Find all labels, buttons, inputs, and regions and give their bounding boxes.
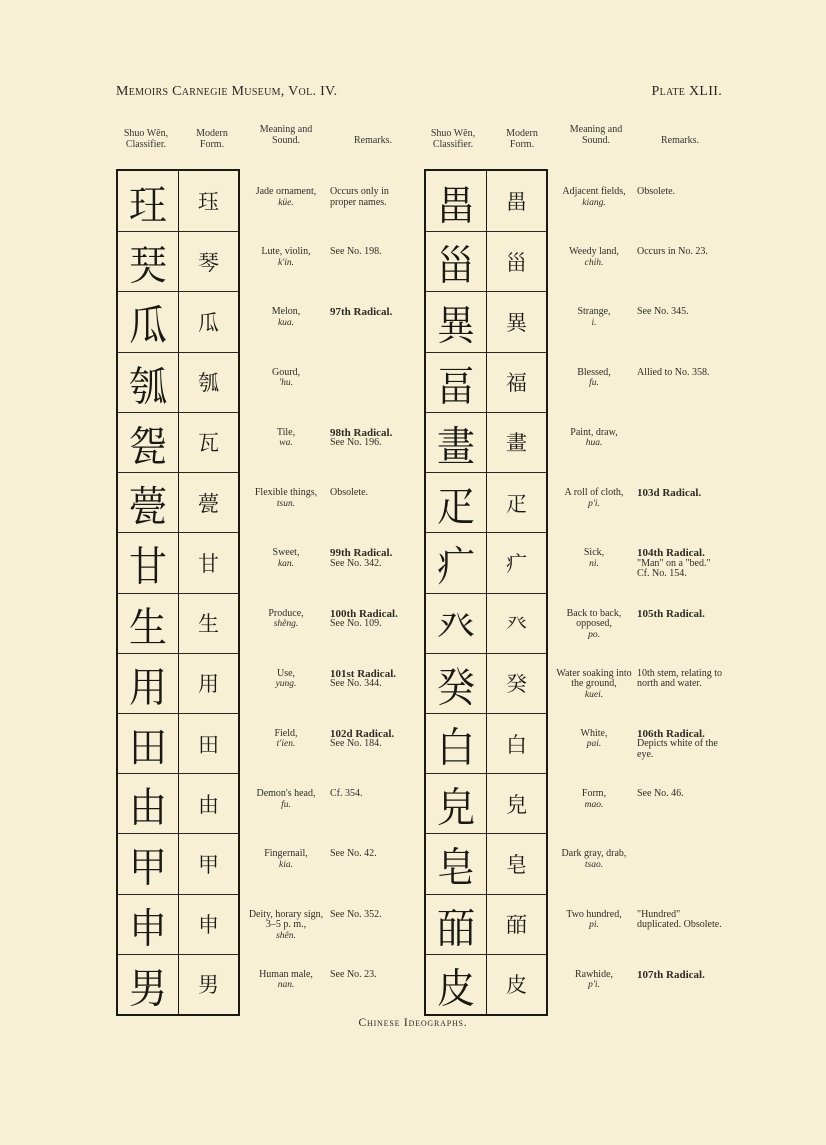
meaning-and-sound — [243, 729, 329, 750]
table-row — [118, 713, 238, 773]
sound-text: wa. — [279, 438, 293, 449]
remarks — [330, 729, 416, 750]
meaning-text: Adjacent fields, — [562, 186, 626, 197]
remark-text: "Man" on a "bed." Cf. No. 154. — [637, 557, 711, 580]
remark-text: 10th stem, relating to north and water. — [637, 667, 722, 690]
seal-character: 生 — [128, 603, 167, 651]
table-row — [118, 773, 238, 833]
radical-number: 106th Radical. — [637, 727, 705, 740]
radical-number: 102d Radical. — [330, 727, 395, 740]
remark-text: Depicts white of the eye. — [637, 738, 718, 760]
modern-character: 甍 — [198, 491, 219, 516]
meaning-and-sound — [552, 368, 636, 389]
modern-character: 生 — [198, 612, 219, 637]
seal-character: 瓠 — [128, 362, 167, 410]
table-row — [118, 472, 238, 532]
table-row — [118, 291, 238, 351]
sound-text: hua. — [585, 438, 603, 449]
remark-text: See No. 196. — [330, 437, 382, 449]
seal-character: 㼝 — [128, 422, 167, 470]
sound-text: pi. — [589, 920, 599, 931]
table-row — [426, 352, 546, 412]
meaning-and-sound — [552, 849, 636, 870]
sound-text: i. — [591, 317, 597, 328]
table-row — [426, 773, 546, 833]
radical-number: 97th Radical. — [330, 306, 393, 319]
meaning-and-sound — [243, 368, 329, 389]
meaning-text: Tile, — [276, 426, 296, 438]
modern-character: 皃 — [506, 792, 527, 817]
seal-character: 申 — [128, 904, 167, 952]
seal-character: 瓜 — [128, 302, 167, 350]
remark-text: See No. 42. — [330, 848, 377, 860]
remarks — [637, 548, 723, 580]
seal-character: 甘 — [128, 542, 167, 591]
meaning-text: Sweet, — [272, 547, 300, 559]
meaning-text: Two hundred, — [566, 908, 622, 920]
meaning-text: Human male, — [259, 968, 313, 980]
table-row — [118, 412, 238, 472]
remarks — [330, 428, 416, 449]
radical-number: 103d Radical. — [637, 487, 702, 500]
table-row — [426, 291, 546, 351]
sound-text: ni. — [589, 558, 599, 569]
meaning-text: Field, — [274, 727, 298, 739]
sound-text: shên. — [276, 930, 296, 941]
meaning-text: Gourd, — [271, 366, 301, 378]
table-row — [426, 472, 546, 532]
remarks — [330, 789, 416, 800]
seal-character: 異 — [436, 302, 475, 350]
remark-text: See No. 184. — [330, 738, 382, 750]
table-row — [426, 231, 546, 291]
meaning-and-sound — [243, 187, 329, 208]
meaning-text: Produce, — [268, 607, 304, 619]
modern-character: 疒 — [506, 551, 527, 576]
sound-text: po. — [588, 629, 600, 640]
meaning-and-sound — [243, 910, 329, 942]
meaning-text: A roll of cloth, — [564, 487, 624, 499]
sound-text: shêng. — [273, 619, 299, 629]
meaning-text: Flexible things, — [254, 487, 318, 499]
meaning-and-sound — [243, 307, 329, 328]
table-row — [426, 653, 546, 713]
table-row — [426, 593, 546, 653]
meaning-text: Back to back, opposed, — [566, 607, 622, 629]
remark-text: See No. 23. — [330, 968, 377, 980]
remarks — [330, 609, 416, 630]
meaning-and-sound — [243, 247, 329, 268]
meaning-text: Strange, — [577, 306, 611, 318]
col-header-classifier-left: Shuo Wên, Classifier. — [123, 128, 169, 150]
meaning-and-sound — [243, 970, 329, 991]
modern-character: 異 — [506, 311, 527, 336]
modern-character: 琴 — [198, 250, 219, 275]
remarks — [637, 729, 723, 761]
modern-character: 田 — [198, 732, 219, 757]
remark-text: Allied to No. 358. — [637, 366, 710, 378]
meaning-and-sound — [552, 729, 636, 750]
meaning-text: Weedy land, — [569, 246, 619, 258]
remark-text: Occurs only in proper names. — [330, 186, 389, 208]
remarks — [330, 488, 416, 499]
seal-character: 疒 — [436, 542, 475, 591]
meaning-and-sound — [243, 428, 329, 449]
modern-character: 男 — [198, 973, 219, 998]
remarks — [637, 970, 723, 981]
remark-text: Obsolete. — [330, 487, 369, 499]
table-row — [118, 894, 238, 954]
meaning-and-sound — [552, 187, 636, 208]
meaning-and-sound — [552, 910, 636, 931]
table-row — [426, 954, 546, 1014]
meaning-text: Demon's head, — [256, 788, 316, 800]
remark-text: "Hundred" duplicated. Obsolete. — [637, 908, 722, 931]
meaning-text: Fingernail, — [264, 848, 308, 860]
seal-character: 畕 — [436, 181, 475, 229]
remarks — [330, 247, 416, 258]
sound-text: pai. — [586, 739, 602, 750]
radical-number: 99th Radical. — [330, 547, 393, 560]
sound-text: tsun. — [276, 498, 296, 509]
meaning-text: Use, — [276, 667, 296, 679]
radical-number: 100th Radical. — [330, 607, 398, 620]
modern-character: 瓜 — [198, 311, 219, 336]
meaning-text: Melon, — [271, 306, 301, 318]
table-row — [118, 833, 238, 893]
sound-text: kiang. — [582, 197, 606, 208]
remarks — [637, 247, 723, 258]
meaning-text: Dark gray, drab, — [561, 848, 627, 860]
sound-text: kua. — [277, 317, 295, 328]
sound-text: kia. — [279, 859, 293, 870]
modern-character: 癶 — [506, 612, 527, 637]
col-header-remarks-right: Remarks. — [660, 135, 700, 146]
remarks — [330, 187, 416, 208]
remarks — [637, 910, 723, 931]
meaning-text: Form, — [581, 788, 607, 800]
modern-character: 皂 — [506, 852, 527, 877]
modern-character: 由 — [198, 792, 219, 817]
remark-text: See No. 342. — [330, 557, 382, 569]
modern-character: 皮 — [506, 973, 527, 998]
modern-character: 畕 — [506, 190, 527, 215]
sound-text: fu. — [589, 378, 599, 389]
seal-character: 田 — [128, 723, 167, 772]
modern-character: 皕 — [506, 913, 527, 938]
meaning-text: Sick, — [583, 547, 605, 559]
seal-character: 皃 — [436, 783, 475, 832]
seal-character: 男 — [128, 964, 167, 1012]
meaning-and-sound — [243, 488, 329, 509]
seal-character: 畫 — [436, 422, 475, 470]
meaning-text: Deity, horary sign, 3–5 p. m., — [248, 908, 324, 931]
seal-character: 珡 — [128, 241, 167, 290]
sound-text: p'i. — [588, 980, 600, 991]
meaning-and-sound — [243, 669, 329, 690]
seal-character: 癸 — [436, 663, 475, 711]
modern-character: 珏 — [198, 190, 219, 215]
seal-character: 用 — [128, 663, 167, 711]
modern-character: 癸 — [506, 672, 527, 697]
meaning-and-sound — [243, 609, 329, 630]
sound-text: k'in. — [277, 257, 294, 268]
sound-text: kan. — [277, 558, 295, 569]
col-header-classifier-right: Shuo Wên, Classifier. — [430, 128, 476, 150]
seal-character: 皂 — [436, 843, 475, 892]
sound-text: mao. — [584, 799, 604, 810]
remarks — [637, 307, 723, 318]
sound-text: t'ien. — [276, 739, 296, 750]
sound-text: fu. — [281, 799, 291, 810]
remarks — [637, 669, 723, 690]
meaning-and-sound — [243, 548, 329, 569]
remark-text: Occurs in No. 23. — [637, 246, 708, 258]
seal-character: 甾 — [436, 241, 475, 290]
meaning-and-sound — [552, 669, 636, 701]
meaning-text: Jade ornament, — [255, 186, 317, 197]
seal-character: 皕 — [436, 904, 475, 952]
remarks — [637, 609, 723, 620]
seal-character: 皮 — [436, 964, 475, 1012]
sound-text: 'hu. — [279, 378, 293, 389]
modern-character: 甲 — [198, 852, 219, 877]
remark-text: See No. 109. — [330, 618, 382, 629]
remarks — [637, 187, 723, 198]
seal-character: 由 — [128, 783, 167, 832]
table-row — [118, 171, 238, 231]
meaning-text: Lute, violin, — [261, 246, 311, 258]
radical-number: 101st Radical. — [330, 667, 396, 680]
sound-text: tsao. — [584, 859, 604, 870]
meaning-and-sound — [243, 789, 329, 810]
radical-number: 107th Radical. — [637, 968, 705, 981]
table-row — [118, 532, 238, 592]
modern-character: 用 — [198, 672, 219, 697]
seal-character: 疋 — [436, 482, 475, 531]
sound-text: chih. — [584, 257, 604, 268]
table-row — [118, 352, 238, 412]
table-row — [426, 894, 546, 954]
modern-character: 疋 — [506, 491, 527, 516]
meaning-text: Blessed, — [577, 366, 611, 378]
meaning-and-sound — [552, 247, 636, 268]
radical-number: 104th Radical. — [637, 547, 705, 560]
remarks — [330, 849, 416, 860]
seal-character: 玨 — [128, 181, 167, 229]
remark-text: Obsolete. — [637, 186, 676, 197]
table-row — [426, 532, 546, 592]
table-row — [426, 412, 546, 472]
remark-text: See No. 344. — [330, 678, 382, 690]
meaning-and-sound — [243, 849, 329, 870]
col-header-modern-left: Modern Form. — [196, 128, 228, 150]
meaning-and-sound — [552, 548, 636, 569]
modern-character: 甾 — [506, 250, 527, 275]
sound-text: kuei. — [584, 689, 604, 700]
remarks — [330, 669, 416, 690]
remarks — [330, 970, 416, 981]
character-table-left — [116, 169, 240, 1016]
remark-text: Cf. 354. — [330, 788, 363, 800]
plate-header-left: Memoirs Carnegie Museum, Vol. IV. — [116, 84, 338, 99]
meaning-and-sound — [552, 307, 636, 328]
remark-text: See No. 352. — [330, 908, 382, 920]
sound-text: p'i. — [588, 498, 600, 509]
meaning-and-sound — [552, 789, 636, 810]
sound-text: küe. — [278, 197, 294, 208]
remarks — [330, 548, 416, 569]
meaning-text: White, — [580, 727, 608, 739]
table-row — [118, 954, 238, 1014]
meaning-and-sound — [552, 609, 636, 641]
col-header-meaning-right: Meaning and Sound. — [569, 124, 623, 146]
character-table-right — [424, 169, 548, 1016]
table-row — [118, 653, 238, 713]
modern-character: 甘 — [198, 551, 219, 576]
modern-character: 瓦 — [198, 431, 219, 456]
modern-character: 申 — [198, 913, 219, 938]
plate-header-right: Plate XLII. — [651, 84, 722, 99]
modern-character: 福 — [506, 371, 527, 396]
remarks — [637, 789, 723, 800]
remarks — [637, 488, 723, 499]
radical-number: 105th Radical. — [637, 607, 705, 620]
seal-character: 癶 — [436, 603, 475, 651]
remarks — [637, 368, 723, 379]
col-header-meaning-left: Meaning and Sound. — [259, 124, 313, 146]
seal-character: 白 — [436, 723, 475, 772]
table-row — [118, 231, 238, 291]
meaning-text: Water soaking into the ground, — [556, 667, 632, 690]
modern-character: 白 — [506, 732, 527, 757]
seal-character: 甍 — [128, 482, 167, 531]
table-row — [426, 833, 546, 893]
remark-text: See No. 345. — [637, 306, 689, 318]
remark-text: See No. 198. — [330, 246, 382, 258]
meaning-and-sound — [552, 428, 636, 449]
col-header-modern-right: Modern Form. — [506, 128, 538, 150]
plate-caption: Chinese Ideographs. — [358, 1017, 468, 1029]
meaning-text: Paint, draw, — [570, 426, 618, 438]
seal-character: 甲 — [128, 843, 167, 892]
radical-number: 98th Radical. — [330, 426, 393, 439]
modern-character: 瓠 — [198, 371, 219, 396]
meaning-and-sound — [552, 488, 636, 509]
seal-character: 畐 — [436, 362, 475, 410]
meaning-text: Rawhide, — [574, 968, 614, 980]
sound-text: nan. — [277, 980, 295, 991]
table-row — [426, 171, 546, 231]
sound-text: yung. — [275, 679, 297, 690]
modern-character: 畫 — [506, 431, 527, 456]
remarks — [330, 307, 416, 318]
table-row — [426, 713, 546, 773]
meaning-and-sound — [552, 970, 636, 991]
table-row — [118, 593, 238, 653]
remarks — [330, 910, 416, 921]
col-header-remarks-left: Remarks. — [353, 135, 393, 146]
remark-text: See No. 46. — [637, 788, 684, 800]
